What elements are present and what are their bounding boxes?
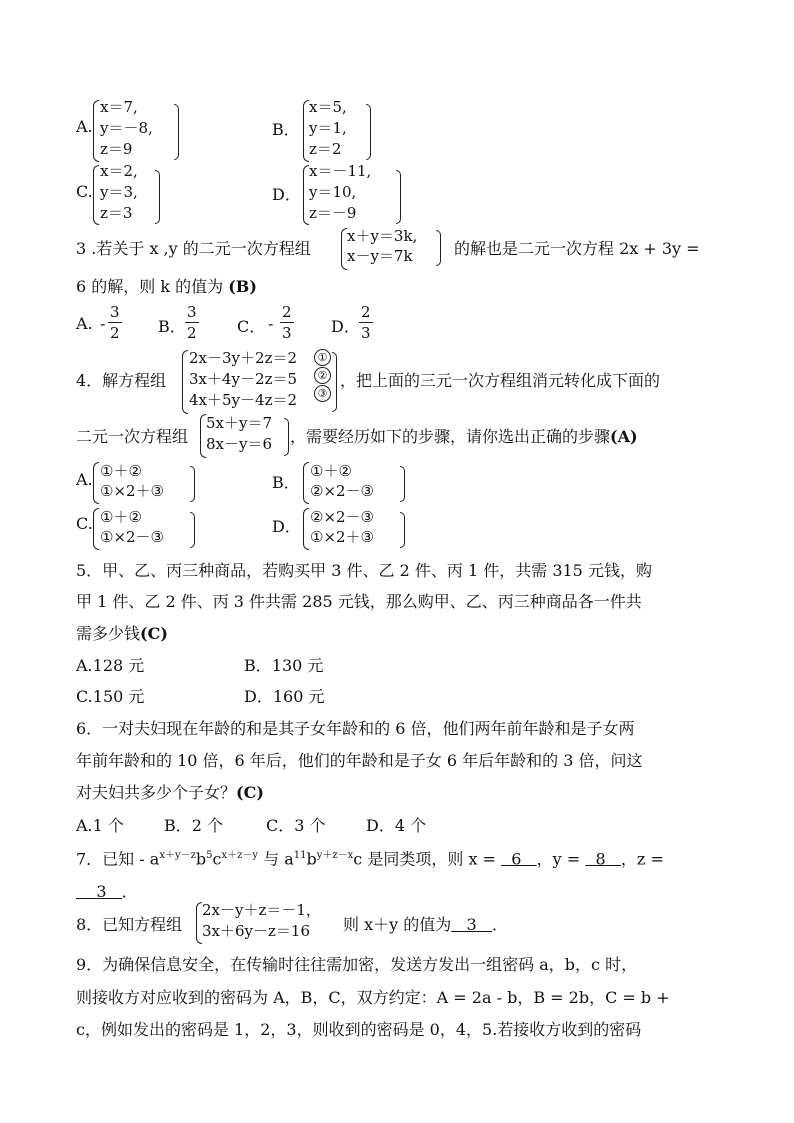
q2-option-a-system [100, 97, 153, 160]
q4-opt-c-line2: ①×2－③ [100, 528, 165, 546]
q6-line3-text: 对夫妇共多少个子女？ [76, 783, 237, 802]
q7-end: ． [121, 882, 138, 901]
q4-system2 [206, 413, 272, 455]
q2-c-line2: y＝3, [100, 183, 138, 201]
q4-opt-b-label: B． [272, 473, 300, 492]
q3-opt-b-fraction [185, 302, 199, 343]
q4-sys2-line1: 5x＋y＝7 [206, 414, 273, 432]
q7-mid: 与 a [258, 849, 294, 869]
q3-opt-c-label: C． [237, 317, 266, 336]
q4-opt-a-brace [93, 462, 99, 504]
q3-opt-d-fraction [359, 302, 373, 343]
q3-opt-d-label: D． [331, 317, 360, 336]
q3-answer: (B) [228, 277, 257, 296]
q5-opt-c: C.150 元 [76, 687, 145, 706]
q2-a-line3: z＝9 [100, 140, 133, 158]
q4-opt-d-system [310, 507, 374, 547]
q2-option-b-label: B． [272, 120, 300, 139]
q3-opt-c-fraction [280, 302, 294, 343]
q7-y-answer: 8 [595, 849, 606, 869]
q3-prefix: 3 .若关于 x ,y 的二元一次方程组 [76, 239, 311, 258]
q4-prefix: 4．解方程组 [76, 371, 167, 390]
q4-opt-b-line2: ②×2－③ [310, 482, 375, 500]
q3-opt-a-num: 3 [110, 303, 120, 321]
q3-opt-b-den: 2 [187, 324, 197, 342]
q4-opt-d-line2: ①×2＋③ [310, 528, 375, 546]
q4-sys-line3: 4x＋5y－4z＝2 [189, 391, 298, 409]
q4-sys-line2: 3x＋4y－2z＝5 [189, 370, 298, 388]
q7-c: c [212, 849, 222, 869]
q2-option-d-system [309, 161, 371, 224]
q2-option-a-label: A. [76, 117, 93, 136]
q2-b-line1: x＝5, [309, 98, 347, 116]
q4-line2-prefix: 二元一次方程组 [76, 427, 189, 446]
q9-line1: 9．为确保信息安全，在传输时往往需加密，发送方发出一组密码 a，b，c 时， [76, 955, 638, 974]
q7-line1 [76, 846, 664, 869]
q9-line2: 则接收方对应收到的密码为 A，B，C，双方约定：A = 2a - b，B = 2b，C = b + [76, 988, 670, 1007]
q9-line3: c，例如发出的密码是 1，2，3，则收到的密码是 0，4，5.若接收方收到的密码 [76, 1020, 642, 1039]
q4-opt-d-label: D． [272, 517, 301, 536]
q6-opt-d: D．4 个 [366, 816, 427, 835]
q7-prefix: 7．已知 - a [76, 849, 160, 869]
q6-opt-b: B．2 个 [164, 816, 224, 835]
q3-opt-d-den: 3 [361, 324, 371, 342]
q7-c2: c [353, 849, 363, 869]
q7-exp5: y＋z－x [316, 850, 354, 861]
q3-sys-line2: x－y＝7k [347, 247, 413, 265]
q4-system2-brace-right [284, 418, 289, 456]
q4-opt-d-line1: ②×2－③ [310, 508, 375, 526]
q6-answer: (C) [236, 783, 264, 802]
q8-sys-line1: 2x－y＋z＝－1， [202, 901, 321, 919]
q4-mark-3: ③ [314, 385, 331, 402]
q7-y-prefix: ，y = [536, 849, 586, 869]
q4-answer: (A) [610, 427, 638, 446]
q7-b: b [195, 849, 207, 869]
q6-opt-a: A.1 个 [76, 816, 124, 835]
q2-b-line2: y＝1, [309, 119, 347, 137]
q3-opt-a-sign: - [100, 314, 106, 333]
q3-sys-line1: x＋y＝3k, [347, 227, 418, 245]
q4-opt-c-brace [93, 508, 99, 550]
q5-opt-a: A.128 元 [76, 656, 145, 675]
q4-opt-a-line1: ①＋② [100, 462, 142, 480]
q2-option-c-system [100, 161, 138, 224]
q4-system-brace [182, 350, 188, 414]
q2-d-line3: z＝－9 [309, 204, 357, 222]
q3-opt-b-label: B． [158, 317, 186, 336]
q3-opt-c-num: 2 [282, 303, 292, 321]
q2-option-d-brace-right [396, 170, 401, 224]
q2-option-c-brace-right [155, 170, 160, 224]
q3-opt-c-den: 3 [282, 324, 292, 342]
q4-opt-b-line1: ①＋② [310, 462, 352, 480]
q8-prefix: 8．已知方程组 [76, 915, 183, 934]
q5-line2: 甲 1 件、乙 2 件、丙 3 件共需 285 元钱，那么购甲、乙、丙三种商品各一件共 [76, 592, 642, 611]
q3-opt-a-label: A. [76, 314, 93, 333]
q2-c-line1: x＝2, [100, 162, 138, 180]
q3-opt-b-num: 3 [187, 303, 197, 321]
q4-opt-c-label: C. [76, 514, 93, 533]
q8-suffix-line [343, 912, 508, 935]
q2-option-b-system [309, 97, 347, 160]
q7-exp2: 5 [206, 850, 213, 861]
q2-option-b-brace-right [366, 104, 371, 160]
q2-b-line3: z＝2 [309, 140, 342, 158]
q4-opt-b-brace-right [400, 466, 405, 502]
q4-opt-c-line1: ①＋② [100, 508, 142, 526]
q8-end: ． [491, 915, 508, 934]
q4-mark-2: ② [314, 367, 331, 384]
q8-system [202, 900, 321, 942]
q4-opt-a-brace-right [190, 466, 195, 502]
q2-option-a-brace-right [174, 104, 179, 160]
q5-opt-b: B．130 元 [244, 656, 324, 675]
q3-system [347, 226, 417, 266]
q2-option-a-brace [93, 100, 99, 162]
q7-b2: b [306, 849, 317, 869]
q7-exp1: x＋y－z [159, 850, 196, 861]
q5-line3 [76, 621, 168, 644]
q3-opt-a-fraction [108, 302, 122, 343]
q8-sys-line2: 3x＋6y－z＝16 [202, 922, 311, 940]
q8-answer: 3 [466, 915, 477, 934]
q7-line2 [76, 879, 138, 902]
q3-opt-a-den: 2 [110, 324, 120, 342]
q3-opt-c-sign: - [268, 314, 274, 333]
q2-d-line1: x＝－11, [309, 162, 372, 180]
q4-sys2-line2: 8x－y＝6 [206, 435, 273, 453]
q4-system-brace-right [332, 352, 337, 412]
q7-z-prefix: ，z = [620, 849, 664, 869]
q4-suffix: ，把上面的三元一次方程组消元转化成下面的 [340, 371, 661, 390]
q3-line2-text: 6 的解，则 k 的值为 [76, 277, 229, 296]
q6-opt-c: C．3 个 [266, 816, 326, 835]
q6-line1: 6．一对夫妇现在年龄的和是其子女年龄和的 6 倍，他们两年前年龄和是子女两 [76, 719, 635, 738]
q2-a-line2: y＝－8, [100, 119, 153, 137]
q4-opt-a-system [100, 461, 164, 501]
q4-opt-c-system [100, 507, 164, 547]
q4-opt-b-brace [303, 462, 309, 504]
q3-suffix: 的解也是二元一次方程 2x + 3y = [454, 239, 700, 258]
q4-opt-d-brace [303, 508, 309, 550]
q4-opt-d-brace-right [400, 512, 405, 548]
q2-option-c-label: C. [76, 182, 93, 201]
q4-opt-c-brace-right [190, 512, 195, 548]
q2-option-c-brace [93, 165, 99, 225]
q5-line1: 5．甲、乙、丙三种商品，若购买甲 3 件、乙 2 件、丙 1 件，共需 315 元钱，购 [76, 561, 652, 580]
q3-system-brace-right [436, 230, 441, 266]
q4-opt-b-system [310, 461, 374, 501]
q3-opt-d-num: 2 [361, 303, 371, 321]
q7-exp4: 11 [293, 850, 307, 861]
q4-opt-a-line2: ①×2＋③ [100, 482, 165, 500]
q7-z-answer: 3 [96, 882, 107, 901]
q4-equation-marks [314, 348, 331, 403]
q3-line2 [76, 274, 257, 297]
q5-answer: (C) [140, 624, 168, 643]
q4-line2-suffix [290, 424, 638, 447]
q4-mark-1: ① [314, 349, 331, 366]
q2-option-d-label: D． [272, 185, 301, 204]
q4-sys-line1: 2x－3y＋2z＝2 [189, 349, 298, 367]
q7-x-answer: 6 [511, 849, 522, 869]
q4-opt-a-label: A. [76, 470, 93, 489]
q7-exp3: x＋z－y [221, 850, 259, 861]
q5-opt-d: D．160 元 [244, 687, 325, 706]
q8-suffix: 则 x＋y 的值为 [343, 915, 452, 934]
q7-tail: 是同类项，则 x = [362, 849, 502, 869]
q6-line2: 年前年龄和的 10 倍，6 年后，他们的年龄和是子女 6 年后年龄和的 3 倍，问这 [76, 751, 643, 770]
q2-c-line3: z＝3 [100, 204, 133, 222]
q2-d-line2: y＝10, [309, 183, 357, 201]
q4-system [189, 348, 297, 411]
q6-line3 [76, 780, 264, 803]
q2-a-line1: x＝7, [100, 98, 138, 116]
q5-line3-text: 需多少钱 [76, 624, 141, 643]
q4-line2-suffix-text: ，需要经历如下的步骤，请你选出正确的步骤 [290, 427, 611, 446]
